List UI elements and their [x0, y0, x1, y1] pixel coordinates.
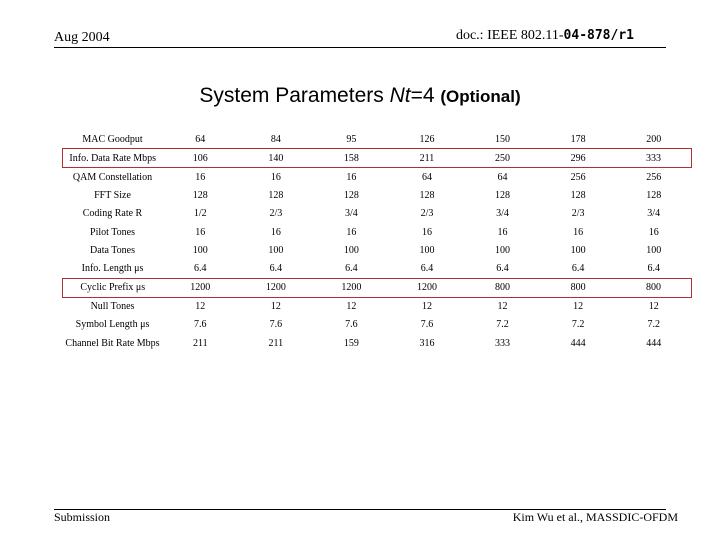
- table-cell: 211: [268, 337, 284, 349]
- table-cell: 16: [346, 226, 357, 238]
- table-cell: 3/4: [345, 208, 358, 220]
- table-cell: 211: [389, 149, 465, 168]
- table-cell: 1200: [314, 278, 390, 297]
- table-cell: 178: [570, 133, 586, 145]
- row-label: Symbol Length μs: [75, 319, 150, 331]
- table-cell: 2/3: [420, 208, 434, 220]
- table-cell: 316: [419, 337, 435, 349]
- table-cell: 12: [346, 301, 357, 313]
- table-cell: 100: [646, 244, 662, 256]
- table-cell: 200: [646, 133, 662, 145]
- row-label: Null Tones: [90, 301, 135, 313]
- table-cell: 126: [419, 133, 435, 145]
- table-cell: 6.4: [571, 262, 585, 274]
- table-cell: 16: [421, 226, 432, 238]
- table-cell: 128: [646, 190, 662, 202]
- table-cell: 2/3: [571, 208, 585, 220]
- table-cell: 250: [465, 149, 541, 168]
- row-label: Cyclic Prefix μs: [63, 278, 163, 297]
- table-cell: 16: [346, 171, 357, 183]
- table-row: [63, 259, 692, 278]
- table-cell: 444: [570, 337, 586, 349]
- table-cell: 256: [570, 171, 586, 183]
- table-cell: 84: [270, 133, 281, 145]
- table-cell: 296: [540, 149, 616, 168]
- table-cell: 7.6: [345, 319, 358, 331]
- table-row: [63, 130, 692, 149]
- table-cell: 7.6: [269, 319, 283, 331]
- table-row: [63, 205, 692, 223]
- table-row: [63, 187, 692, 205]
- table-cell: 256: [646, 171, 662, 183]
- table-cell: 16: [497, 226, 508, 238]
- table-cell: 800: [540, 278, 616, 297]
- table-cell: 100: [268, 244, 284, 256]
- table-cell: 12: [648, 301, 659, 313]
- row-label: Info. Data Rate Mbps: [63, 149, 163, 168]
- table-cell: 6.4: [420, 262, 434, 274]
- table-cell: 7.6: [194, 319, 207, 331]
- table-cell: 64: [195, 133, 206, 145]
- header-date: Aug 2004: [54, 30, 110, 45]
- system-parameters-table: [62, 130, 692, 352]
- table-cell: 150: [495, 133, 511, 145]
- table-cell: 16: [270, 171, 281, 183]
- row-label: Pilot Tones: [90, 226, 135, 238]
- table-cell: 100: [495, 244, 511, 256]
- table-cell: 6.4: [496, 262, 509, 274]
- title-optional: (Optional): [440, 87, 521, 106]
- table-cell: 128: [343, 190, 359, 202]
- row-label: Data Tones: [90, 244, 135, 256]
- table-cell: 7.2: [571, 319, 585, 331]
- header-rule: [54, 47, 666, 48]
- table-cell: 128: [268, 190, 284, 202]
- table-cell: 12: [270, 301, 281, 313]
- table-cell: 100: [419, 244, 435, 256]
- footer-submission: Submission: [54, 510, 111, 524]
- table-cell: 1/2: [193, 208, 207, 220]
- table-cell: 16: [270, 226, 281, 238]
- table-cell: 800: [616, 278, 692, 297]
- header-doc-id: [456, 28, 634, 44]
- table-cell: 333: [616, 149, 692, 168]
- row-label: QAM Constellation: [72, 171, 153, 183]
- table-cell: 16: [573, 226, 584, 238]
- title-nt-value: =4: [410, 84, 441, 107]
- doc-number: 04-878/r1: [563, 28, 634, 43]
- row-label: FFT Size: [94, 190, 131, 202]
- table-cell: 12: [421, 301, 432, 313]
- footer-authors: Kim Wu et al., MASSDIC-OFDM: [512, 510, 678, 524]
- table-cell: 95: [346, 133, 357, 145]
- row-label: Coding Rate R: [82, 208, 143, 220]
- table-row: [63, 334, 692, 352]
- table-cell: 1200: [238, 278, 314, 297]
- table-cell: 7.2: [647, 319, 660, 331]
- table-row: [63, 297, 692, 316]
- table-cell: 12: [195, 301, 206, 313]
- table-cell: 159: [343, 337, 359, 349]
- table-cell: 64: [497, 171, 508, 183]
- table-cell: 444: [646, 337, 662, 349]
- table-row: [63, 278, 692, 297]
- table-cell: 100: [343, 244, 359, 256]
- table-cell: 7.2: [496, 319, 509, 331]
- table-cell: 2/3: [269, 208, 283, 220]
- table-row: [63, 316, 692, 334]
- table-row: [63, 241, 692, 259]
- table-cell: 128: [495, 190, 511, 202]
- table-cell: 6.4: [345, 262, 358, 274]
- table-cell: 16: [195, 226, 206, 238]
- table-cell: 1200: [389, 278, 465, 297]
- table-cell: 12: [573, 301, 584, 313]
- table-cell: 100: [192, 244, 208, 256]
- row-label: Channel Bit Rate Mbps: [65, 337, 160, 349]
- table-row: [63, 168, 692, 187]
- title-nt-symbol: Nt: [389, 84, 411, 107]
- table-cell: 333: [495, 337, 511, 349]
- table-cell: 3/4: [647, 208, 661, 220]
- row-label: MAC Goodput: [82, 133, 143, 145]
- table-cell: 211: [192, 337, 208, 349]
- title-main: System Parameters: [199, 84, 390, 107]
- table-cell: 128: [192, 190, 208, 202]
- table-cell: 800: [465, 278, 541, 297]
- table-cell: 140: [238, 149, 314, 168]
- slide-title: [0, 84, 720, 108]
- table-cell: 6.4: [647, 262, 660, 274]
- table-cell: 12: [497, 301, 508, 313]
- table-cell: 6.4: [269, 262, 283, 274]
- table-cell: 7.6: [420, 319, 434, 331]
- table-cell: 100: [570, 244, 586, 256]
- table-cell: 106: [163, 149, 239, 168]
- table-cell: 6.4: [194, 262, 207, 274]
- table-cell: 128: [570, 190, 586, 202]
- table-cell: 64: [421, 171, 432, 183]
- table-cell: 1200: [163, 278, 239, 297]
- doc-prefix: doc.: IEEE 802.11-: [455, 28, 564, 43]
- row-label: Info. Length μs: [81, 262, 144, 274]
- table-row: [63, 223, 692, 241]
- table-cell: 128: [419, 190, 435, 202]
- table-cell: 16: [648, 226, 659, 238]
- table-cell: 3/4: [496, 208, 509, 220]
- table-cell: 16: [195, 171, 206, 183]
- table-row: [63, 149, 692, 168]
- table-cell: 158: [314, 149, 390, 168]
